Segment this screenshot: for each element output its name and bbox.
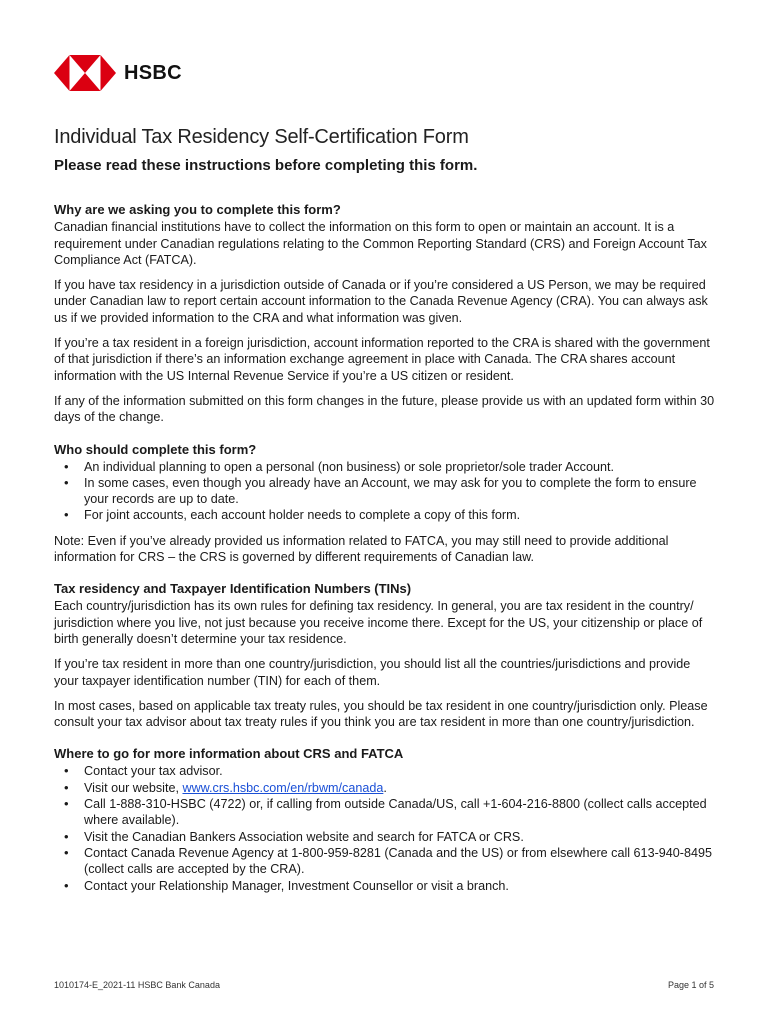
page-title: Individual Tax Residency Self-Certification Form (54, 126, 469, 148)
list-item: • Call 1-888-310-HSBC (4722) or, if calling from outside Canada/US, call +1-604-216-8800 (collect calls accepted where available). (54, 796, 718, 829)
why-paragraph-1: Canadian financial institutions have to collect the information on this form to open or maintain an account. It is a requirement under Canadian regulations relating to the Common Reporting Standard (CRS) and Foreign Account Tax Compliance Act (FATCA). (54, 220, 707, 267)
section-heading-tins: Tax residency and Taxpayer Identification Numbers (TINs) (54, 581, 412, 597)
section-heading-more-info: Where to go for more information about CRS and FATCA (54, 746, 404, 762)
website-prefix: Visit our website, (84, 780, 183, 795)
website-link[interactable]: www.crs.hsbc.com/en/rbwm/canada (182, 780, 384, 795)
who-list (54, 459, 718, 524)
list-item: • Contact your tax advisor. (54, 763, 718, 779)
who-note: Note: Even if you’ve already provided us information related to FATCA, you may still need to provide additional information for CRS – the CRS is governed by different requirements of Canadian law. (54, 533, 669, 565)
list-item: • In some cases, even though you already have an Account, we may ask for you to complete the form to ensure your records are up to date. (54, 475, 718, 508)
tins-paragraph-2: If you’re tax resident in more than one country/jurisdiction, you should list all the countries/jurisdictions and provide your taxpayer identification number (TIN) for each of them. (54, 657, 691, 688)
list-item: • For joint accounts, each account holder needs to complete a copy of this form. (54, 507, 718, 523)
lead-instruction: Please read these instructions before completing this form. (54, 157, 478, 174)
why-paragraph-4: If any of the information submitted on this form changes in the future, please provide us with an updated form within 30 days of the change. (54, 393, 715, 425)
brand-name: HSBC (124, 61, 182, 84)
hsbc-hexagon-icon (54, 55, 116, 91)
page-footer (54, 980, 714, 990)
list-item: • Contact Canada Revenue Agency at 1-800-959-8281 (Canada and the US) or from elsewhere call 613-940-8495 (collect calls are accepted by the CRA). (54, 845, 718, 878)
section-heading-who: Who should complete this form? (54, 441, 257, 457)
hsbc-logo (54, 54, 182, 92)
more-info-list (54, 763, 718, 893)
list-item: • Visit the Canadian Bankers Association website and search for FATCA or CRS. (54, 829, 718, 845)
list-item: • Contact your Relationship Manager, Investment Counsellor or visit a branch. (54, 878, 718, 894)
website-suffix: . (383, 780, 387, 795)
list-item-website (54, 780, 718, 796)
form-code: 1010174-E_2021-11 HSBC Bank Canada (54, 980, 220, 990)
tins-paragraph-3: In most cases, based on applicable tax treaty rules, you should be tax resident in one country/jurisdiction only. Please consult your tax advisor about tax treaty rules if you think you are tax resident in more than one country/jurisdiction. (54, 698, 708, 730)
page-number: Page 1 of 5 (667, 980, 714, 990)
list-item: • An individual planning to open a personal (non business) or sole proprietor/sole trader Account. (54, 459, 718, 475)
tins-paragraph-1: Each country/jurisdiction has its own rules for defining tax residency. In general, you are tax resident in the country/ jurisdiction where you live, not just because you receive income there. Except for the US, your citizenship or place of birth generally doesn’t determine your tax residence. (54, 599, 703, 646)
form-instructions (54, 126, 718, 894)
section-heading-why: Why are we asking you to complete this form? (54, 202, 341, 218)
why-paragraph-3: If you’re a tax resident in a foreign jurisdiction, account information reported to the CRA is shared with the government of that jurisdiction if there’s an information exchange agreement in place with Canada. The CRA shares account information with the US Internal Revenue Service if you’re a US citizen or resident. (54, 336, 710, 383)
why-paragraph-2: If you have tax residency in a jurisdiction outside of Canada or if you’re considered a US Person, we may be required under Canadian law to report certain account information to the Canada Revenue Agency (CRA). You can always ask us if we provided information to the CRA and what information was given. (54, 278, 708, 325)
